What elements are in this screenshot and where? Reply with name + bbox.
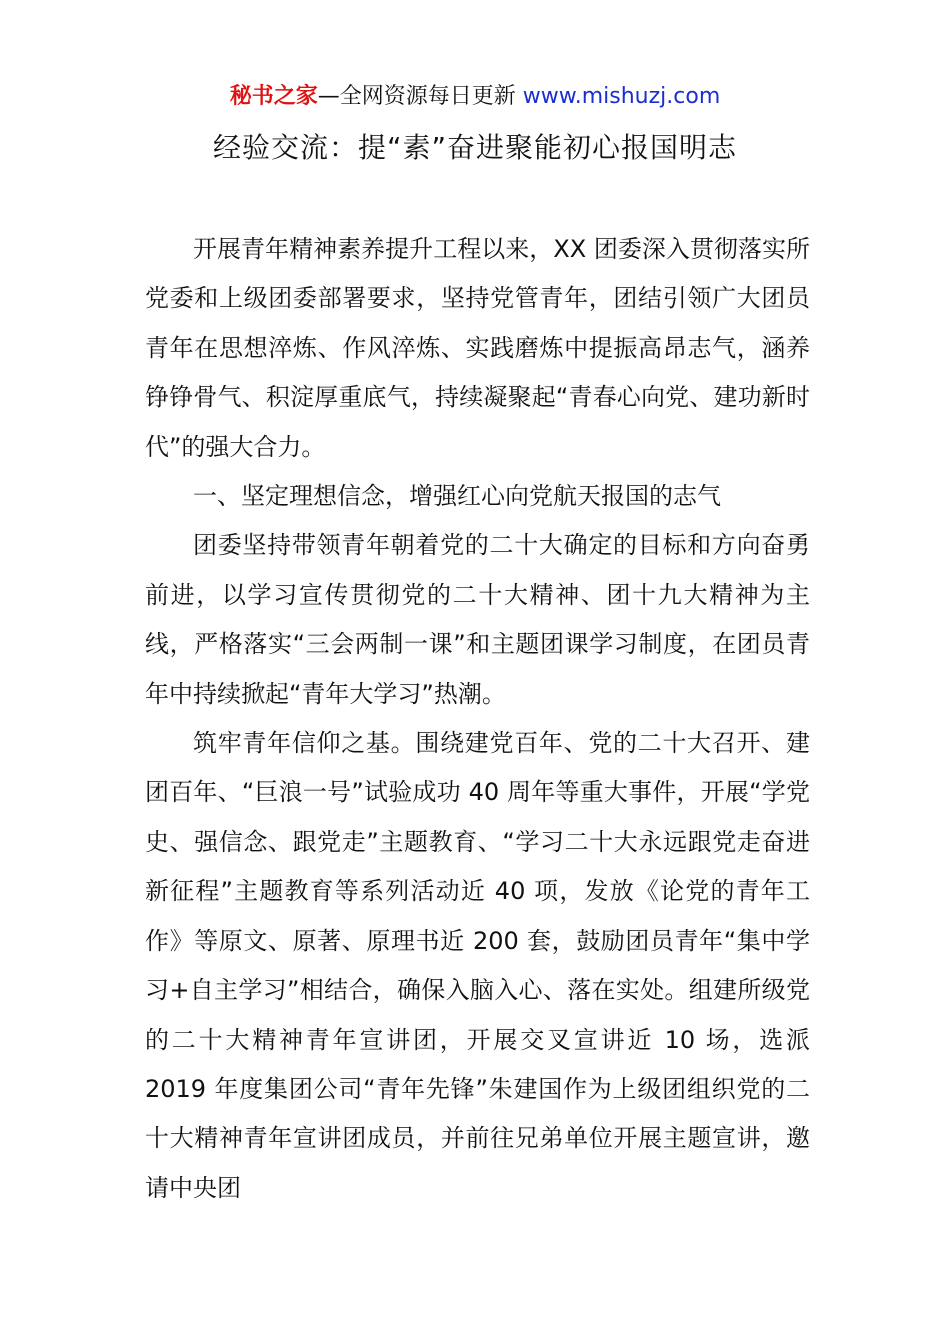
paragraph-section-1: 团委坚持带领青年朝着党的二十大确定的目标和方向奋勇前进，以学习宣传贯彻党的二十大精神、团十九大精神为主线，严格落实“三会两制一课”和主题团课学习制度，在团员青年中持续掀起“青年大学习”热潮。 (145, 531, 810, 708)
document-body (145, 225, 810, 1213)
banner-brand: 秘书之家 (229, 84, 318, 109)
banner-url-link[interactable]: www.mishuzj.com (522, 84, 721, 109)
banner-tagline: —全网资源每日更新 (317, 84, 523, 109)
section-heading-1: 一、坚定理想信念，增强红心向党航天报国的志气 (193, 482, 721, 511)
site-banner (0, 82, 950, 112)
paragraph-faith-foundation: 筑牢青年信仰之基。围绕建党百年、党的二十大召开、建团百年、“巨浪一号”试验成功 40 周年等重大事件，开展“学党史、强信念、跟党走”主题教育、“学习二十大永远跟党走奋进新征程”主题教育等系列活动近 40 项，发放《论党的青年工作》等原文、原著、原理书近 200 套，鼓励团员青年“集中学习+自主学习”相结合，确保入脑入心、落在实处。组建所级党的二十大精神青年宣讲团，开展交叉宣讲近 10 场，选派 2019 年度集团公司“青年先锋”朱建国作为上级团组织党的二十大精神青年宣讲团成员，并前往兄弟单位开展主题宣讲，邀请中央团 (145, 729, 810, 1202)
document-title: 经验交流：提“素”奋进聚能初心报国明志 (212, 131, 737, 164)
paragraph-intro: 开展青年精神素养提升工程以来，XX 团委深入贯彻落实所党委和上级团委部署要求，坚持党管青年，团结引领广大团员青年在思想淬炼、作风淬炼、实践磨炼中提振高昂志气，涵养铮铮骨气、积淀厚重底气，持续凝聚起“青春心向党、建功新时代”的强大合力。 (145, 235, 810, 461)
